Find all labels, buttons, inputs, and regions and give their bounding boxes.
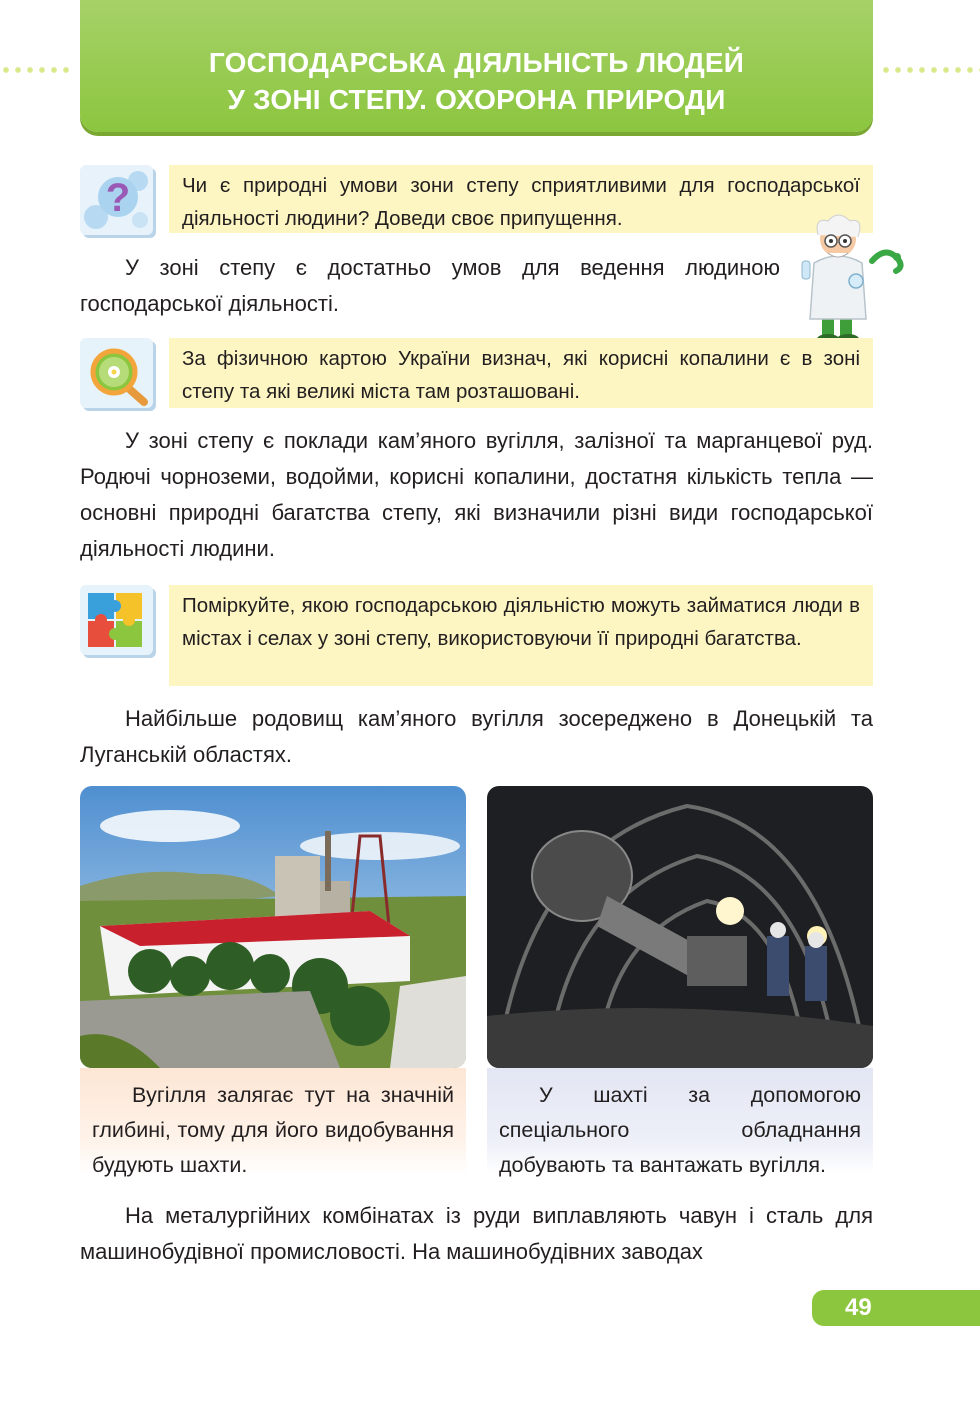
- decorative-dots-left: [0, 66, 74, 74]
- question-icon: [80, 165, 153, 235]
- paragraph-3: Найбільше родовищ кам’яного вугілля зосереджено в Донецькій та Луганській областях.: [80, 706, 873, 767]
- paragraph-2: У зоні степу є поклади кам’яного вугілля, залізної та марганцевої руд. Родючі чорноземи, водойми, корисні копалини, достатня кількість тепла — основні природні багатства степу, які визначили різні види господарської діяльності людини.: [80, 428, 873, 561]
- page-number-tab: [812, 1290, 980, 1326]
- task-text-1: Чи є природні умови зони степу сприятливими для господарської діяльності людини? Доведи своє припущення.: [182, 174, 860, 230]
- title-line-2: У ЗОНІ СТЕПУ. ОХОРОНА ПРИРОДИ: [227, 84, 726, 115]
- underground-mine-photo: [487, 786, 873, 1068]
- decorative-dots-right: [880, 66, 980, 74]
- mine-surface-photo: [80, 786, 466, 1068]
- professor-mascot: [800, 205, 910, 350]
- svg-text:?: ?: [105, 176, 131, 220]
- page-title: [80, 44, 873, 118]
- task-box-3: [169, 585, 873, 686]
- task-box-2: [169, 338, 873, 408]
- paragraph-1: У зоні степу є достатньо умов для ведення людиною господарської діяльності.: [80, 255, 780, 316]
- caption-left: [80, 1068, 466, 1177]
- puzzle-icon: [80, 585, 153, 655]
- title-line-1: ГОСПОДАРСЬКА ДІЯЛЬНІСТЬ ЛЮДЕЙ: [208, 47, 745, 78]
- paragraph-4: На металургійних комбінатах із руди виплавляють чавун і сталь для машинобудівної промисловості. На машинобудівних заводах: [80, 1203, 873, 1264]
- task-box-1: [169, 165, 873, 233]
- title-banner: [80, 0, 873, 132]
- task-text-3: Поміркуйте, якою господарською діяльністю можуть займатися люди в містах і селах у зоні степу, використовуючи її природні багатства.: [182, 594, 860, 650]
- page-number: 49: [845, 1294, 872, 1321]
- caption-right: [487, 1068, 873, 1177]
- caption-right-text: У шахті за допомогою спеціального обладнання добувають та вантажать вугілля.: [499, 1083, 861, 1177]
- task-text-2: За фізичною картою України визнач, які корисні копалини є в зоні степу та які великі міста там розташовані.: [182, 347, 860, 403]
- magnifier-icon: [80, 338, 153, 408]
- caption-left-text: Вугілля залягає тут на значній глибині, тому для його видобування будують шахти.: [92, 1083, 454, 1177]
